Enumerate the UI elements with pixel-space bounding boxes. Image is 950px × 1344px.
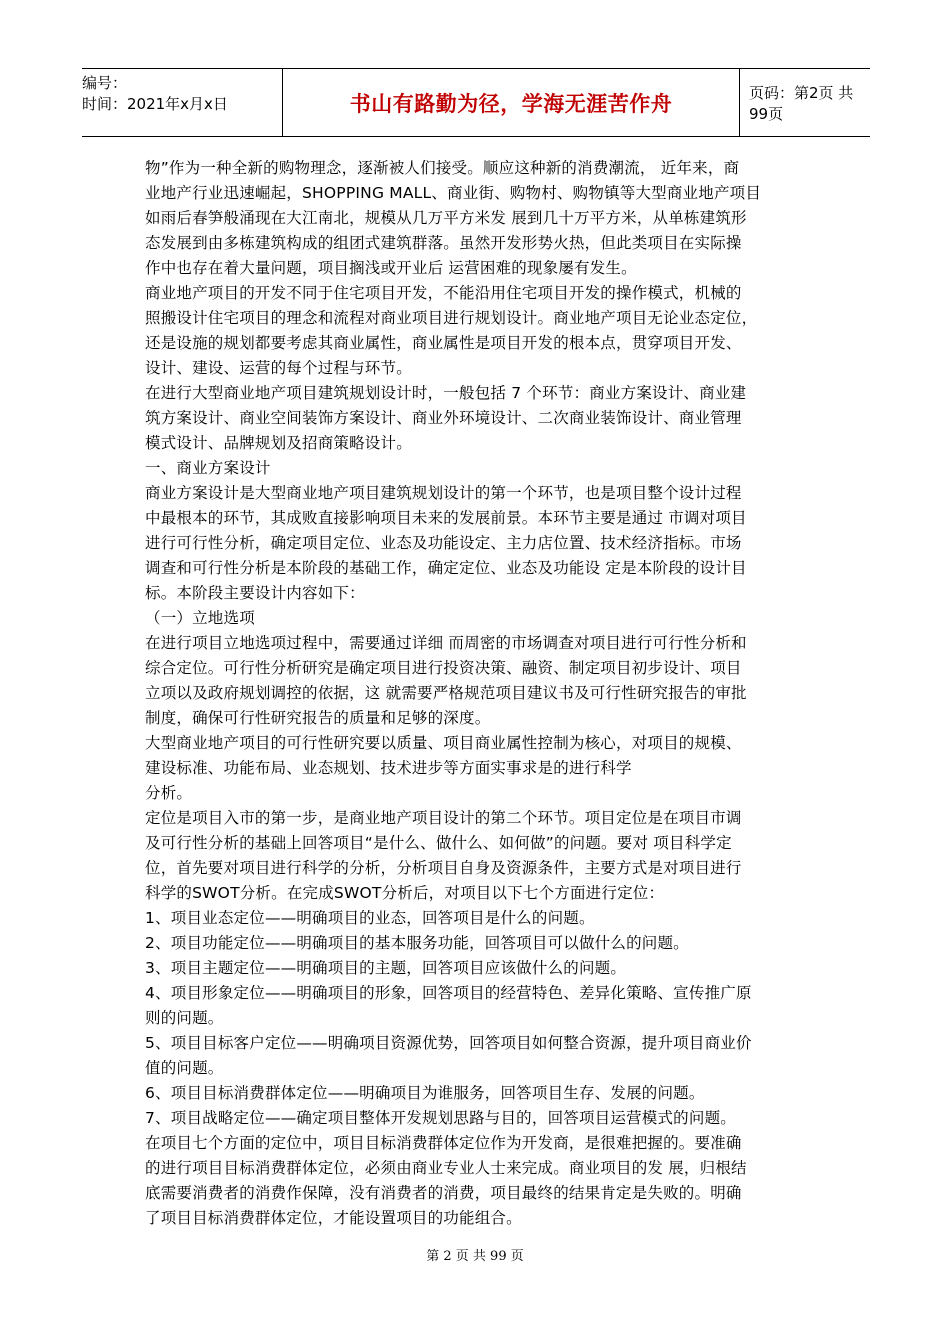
text-line: 科学的SWOT分析。在完成SWOT分析后，对项目以下七个方面进行定位： bbox=[145, 884, 665, 902]
text-line: 大型商业地产项目的可行性研究要以质量、项目商业属性控制为核心，对项目的规模、 bbox=[145, 734, 742, 752]
text-line: 标。本阶段主要设计内容如下： bbox=[145, 584, 365, 602]
text-line: 及可行性分析的基础上回答项目“是什么、做什么、如何做”的问题。要对 项目科学定 bbox=[145, 834, 732, 852]
text-line: 了项目目标消费群体定位，才能设置项目的功能组合。 bbox=[145, 1209, 522, 1227]
text-line: 作中也存在着大量问题，项目搁浅或开业后 运营困难的现象屡有发生。 bbox=[145, 259, 637, 277]
text-line: 在进行项目立地选项过程中，需要通过详细 而周密的市场调查对项目进行可行性分析和 bbox=[145, 634, 747, 652]
text-line: 态发展到由多栋建筑构成的组团式建筑群落。虽然开发形势火热，但此类项目在实际操 bbox=[145, 234, 742, 252]
text-line: 值的问题。 bbox=[145, 1059, 224, 1077]
document-time-label: 时间：2021年x月x日 bbox=[82, 95, 228, 113]
text-line: 设计、建设、运营的每个过程与环节。 bbox=[145, 359, 412, 377]
header-page-info: 页码：第2页 共99页 bbox=[749, 83, 854, 123]
text-line: 位，首先要对项目进行科学的分析，分析项目自身及资源条件，主要方式是对项目进行 bbox=[145, 859, 742, 877]
text-line: 调查和可行性分析是本阶段的基础工作，确定定位、业态及功能设 定是本阶段的设计目 bbox=[145, 559, 747, 577]
text-line: 一、商业方案设计 bbox=[145, 459, 271, 477]
text-line: 在项目七个方面的定位中，项目目标消费群体定位作为开发商，是很难把握的。要准确 bbox=[145, 1134, 742, 1152]
text-line: 3、项目主题定位——明确项目的主题，回答项目应该做什么的问题。 bbox=[145, 959, 627, 977]
text-line: 商业地产项目的开发不同于住宅项目开发，不能沿用住宅项目开发的操作模式，机械的 bbox=[145, 284, 742, 302]
text-line: 底需要消费者的消费作保障，没有消费者的消费，项目最终的结果肯定是失败的。明确 bbox=[145, 1184, 742, 1202]
text-line: 如雨后春笋般涌现在大江南北，规模从几万平方米发 展到几十万平方米，从单栋建筑形 bbox=[145, 209, 747, 227]
text-line: 还是设施的规划都要考虑其商业属性，商业属性是项目开发的根本点，贯穿项目开发、 bbox=[145, 334, 742, 352]
text-line: 6、项目目标消费群体定位——明确项目为谁服务，回答项目生存、发展的问题。 bbox=[145, 1084, 705, 1102]
text-line: 4、项目形象定位——明确项目的形象，回答项目的经营特色、差异化策略、宣传推广原 bbox=[145, 984, 752, 1002]
header-meta bbox=[82, 69, 282, 136]
page-header bbox=[82, 68, 870, 137]
text-line: 商业方案设计是大型商业地产项目建筑规划设计的第一个环节，也是项目整个设计过程 bbox=[145, 484, 742, 502]
text-line: 筑方案设计、商业空间装饰方案设计、商业外环境设计、二次商业装饰设计、商业管理 bbox=[145, 409, 742, 427]
text-line: 立项以及政府规划调控的依据，这 就需要严格规范项目建议书及可行性研究报告的审批 bbox=[145, 684, 747, 702]
page-footer: 第 2 页 共 99 页 bbox=[426, 1249, 524, 1264]
text-line: 分析。 bbox=[145, 784, 193, 802]
text-line: 定位是项目入市的第一步，是商业地产项目设计的第二个环节。项目定位是在项目市调 bbox=[145, 809, 742, 827]
text-line: 中最根本的环节，其成败直接影响项目未来的发展前景。本环节主要是通过 市调对项目 bbox=[145, 509, 747, 527]
document-number-label: 编号： bbox=[82, 74, 128, 92]
text-line: 1、项目业态定位——明确项目的业态，回答项目是什么的问题。 bbox=[145, 909, 595, 927]
document-body bbox=[145, 156, 805, 1231]
text-line: 模式设计、品牌规划及招商策略设计。 bbox=[145, 434, 412, 452]
text-line: 建设标准、功能布局、业态规划、技术进步等方面实事求是的进行科学 bbox=[145, 759, 632, 777]
text-line: 综合定位。可行性分析研究是确定项目进行投资决策、融资、制定项目初步设计、项目 bbox=[145, 659, 742, 677]
text-line: 制度，确保可行性研究报告的质量和足够的深度。 bbox=[145, 709, 491, 727]
text-line: 2、项目功能定位——明确项目的基本服务功能，回答项目可以做什么的问题。 bbox=[145, 934, 689, 952]
text-line: 7、项目战略定位——确定项目整体开发规划思路与目的，回答项目运营模式的问题。 bbox=[145, 1109, 736, 1127]
text-line: 在进行大型商业地产项目建筑规划设计时，一般包括 7 个环节：商业方案设计、商业建 bbox=[145, 384, 747, 402]
text-line: 进行可行性分析，确定项目定位、业态及功能设定、主力店位置、技术经济指标。市场 bbox=[145, 534, 742, 552]
text-line: 业地产行业迅速崛起，SHOPPING MALL、商业街、购物村、购物镇等大型商业地产项目 bbox=[145, 184, 762, 202]
text-line: 照搬设计住宅项目的理念和流程对商业项目进行规划设计。商业地产项目无论业态定位， bbox=[145, 309, 758, 327]
text-line: （一）立地选项 bbox=[145, 609, 255, 627]
text-line: 的进行项目目标消费群体定位，必须由商业专业人士来完成。商业项目的发 展，归根结 bbox=[145, 1159, 747, 1177]
header-motto: 书山有路勤为径，学海无涯苦作舟 bbox=[282, 69, 740, 136]
text-line: 5、项目目标客户定位——明确项目资源优势，回答项目如何整合资源，提升项目商业价 bbox=[145, 1034, 752, 1052]
text-line: 物”作为一种全新的购物理念，逐渐被人们接受。顺应这种新的消费潮流， 近年来，商 bbox=[145, 159, 740, 177]
text-line: 则的问题。 bbox=[145, 1009, 224, 1027]
